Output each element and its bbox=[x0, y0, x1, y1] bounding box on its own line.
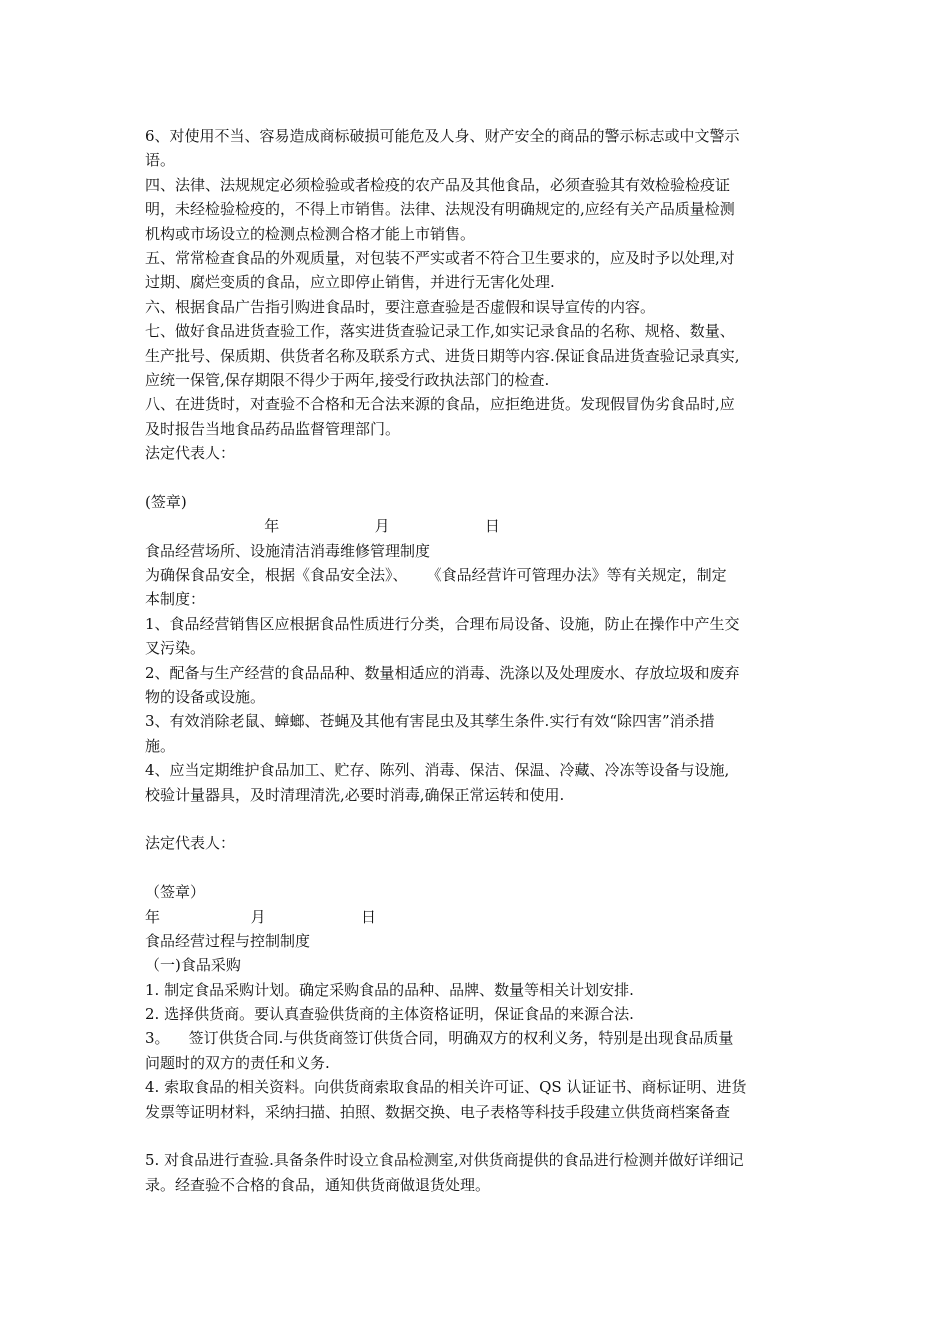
text-line: 明，未经检验检疫的，不得上市销售。法律、法规没有明确规定的,应经有关产品质量检测 bbox=[145, 200, 735, 219]
text-line: 校验计量器具，及时清理清洗,必要时消毒,确保正常运转和使用. bbox=[145, 785, 565, 804]
text-line: 发票等证明材料，采纳扫描、拍照、数据交换、电子表格等科技手段建立供货商档案备查 bbox=[145, 1102, 731, 1121]
text-line: 2、配备与生产经营的食品品种、数量相适应的消毒、洗涤以及处理废水、存放垃圾和废弃 bbox=[145, 663, 740, 682]
text-line: 应统一保管,保存期限不得少于两年,接受行政执法部门的检查. bbox=[145, 370, 550, 389]
text-line: 录。经查验不合格的食品，通知供货商做退货处理。 bbox=[145, 1175, 491, 1194]
text-line: 问题时的双方的责任和义务. bbox=[145, 1053, 330, 1072]
blank-line bbox=[145, 1124, 815, 1148]
text-line: 八、在进货时，对查验不合格和无合法来源的食品，应拒绝进货。发现假冒伪劣食品时,应 bbox=[145, 395, 735, 414]
text-line: 4、应当定期维护食品加工、贮存、陈列、消毒、保洁、保温、冷藏、冷冻等设备与设施, bbox=[145, 761, 730, 780]
text-line: 1、食品经营销售区应根据食品性质进行分类，合理布局设备、设施，防止在操作中产生交 bbox=[145, 614, 740, 633]
date-line: 年 月 日 bbox=[145, 517, 500, 536]
text-line: 七、做好食品进货查验工作，落实进货查验记录工作,如实记录食品的名称、规格、数量、 bbox=[145, 322, 735, 341]
text-line: 3、有效消除老鼠、蟑螂、苍蝇及其他有害昆虫及其孳生条件.实行有效“除四害”消杀措 bbox=[145, 712, 715, 731]
text-line: 为确保食品安全，根据《食品安全法》、 《食品经营许可管理办法》等有关规定，制定 bbox=[145, 566, 727, 585]
date-line: 年 月 日 bbox=[145, 907, 376, 926]
text-line: 2. 选择供货商。要认真查验供货商的主体资格证明，保证食品的来源合法. bbox=[145, 1005, 634, 1024]
text-line: 语。 bbox=[145, 151, 176, 170]
legal-rep-label: 法定代表人： bbox=[145, 834, 236, 853]
blank-line bbox=[145, 465, 815, 489]
blank-line bbox=[145, 856, 815, 880]
text-line: 3。 签订供货合同.与供货商签订供货合同，明确双方的权利义务，特别是出现食品质量 bbox=[145, 1029, 734, 1048]
text-line: 机构或市场设立的检测点检测合格才能上市销售。 bbox=[145, 224, 476, 243]
text-line: 施。 bbox=[145, 736, 176, 755]
blank-line bbox=[145, 807, 815, 831]
seal-label: (签章) bbox=[145, 492, 187, 511]
subsection-title: （一)食品采购 bbox=[145, 956, 241, 975]
text-line: 4. 索取食品的相关资料。向供货商索取食品的相关许可证、QS 认证证书、商标证明、进货 bbox=[145, 1078, 747, 1097]
section-title: 食品经营场所、设施清洁消毒维修管理制度 bbox=[145, 541, 431, 560]
text-line: 5. 对食品进行查验.具备条件时设立食品检测室,对供货商提供的食品进行检测并做好详细记 bbox=[145, 1151, 744, 1170]
text-line: 6、对使用不当、容易造成商标破损可能危及人身、财产安全的商品的警示标志或中文警示 bbox=[145, 127, 740, 145]
text-line: 叉污染。 bbox=[145, 639, 206, 658]
text-line: 生产批号、保质期、供货者名称及联系方式、进货日期等内容.保证食品进货查验记录真实, bbox=[145, 346, 740, 365]
text-line: 物的设备或设施。 bbox=[145, 687, 266, 706]
text-line: 及时报告当地食品药品监督管理部门。 bbox=[145, 419, 401, 438]
text-line: 六、根据食品广告指引购进食品时，要注意查验是否虚假和误导宣传的内容。 bbox=[145, 297, 656, 316]
text-line: 1. 制定食品采购计划。确定采购食品的品种、品牌、数量等相关计划安排. bbox=[145, 980, 634, 999]
section-title: 食品经营过程与控制制度 bbox=[145, 931, 311, 950]
text-line: 过期、腐烂变质的食品，应立即停止销售，并进行无害化处理. bbox=[145, 273, 555, 292]
text-line: 本制度： bbox=[145, 590, 206, 609]
document-body bbox=[145, 124, 815, 1197]
seal-label: （签章） bbox=[145, 883, 206, 902]
text-line: 五、常常检查食品的外观质量，对包装不严实或者不符合卫生要求的，应及时予以处理,对 bbox=[145, 248, 735, 267]
legal-rep-label: 法定代表人： bbox=[145, 444, 236, 463]
text-line: 四、法律、法规规定必须检验或者检疫的农产品及其他食品，必须查验其有效检验检疫证 bbox=[145, 175, 731, 194]
